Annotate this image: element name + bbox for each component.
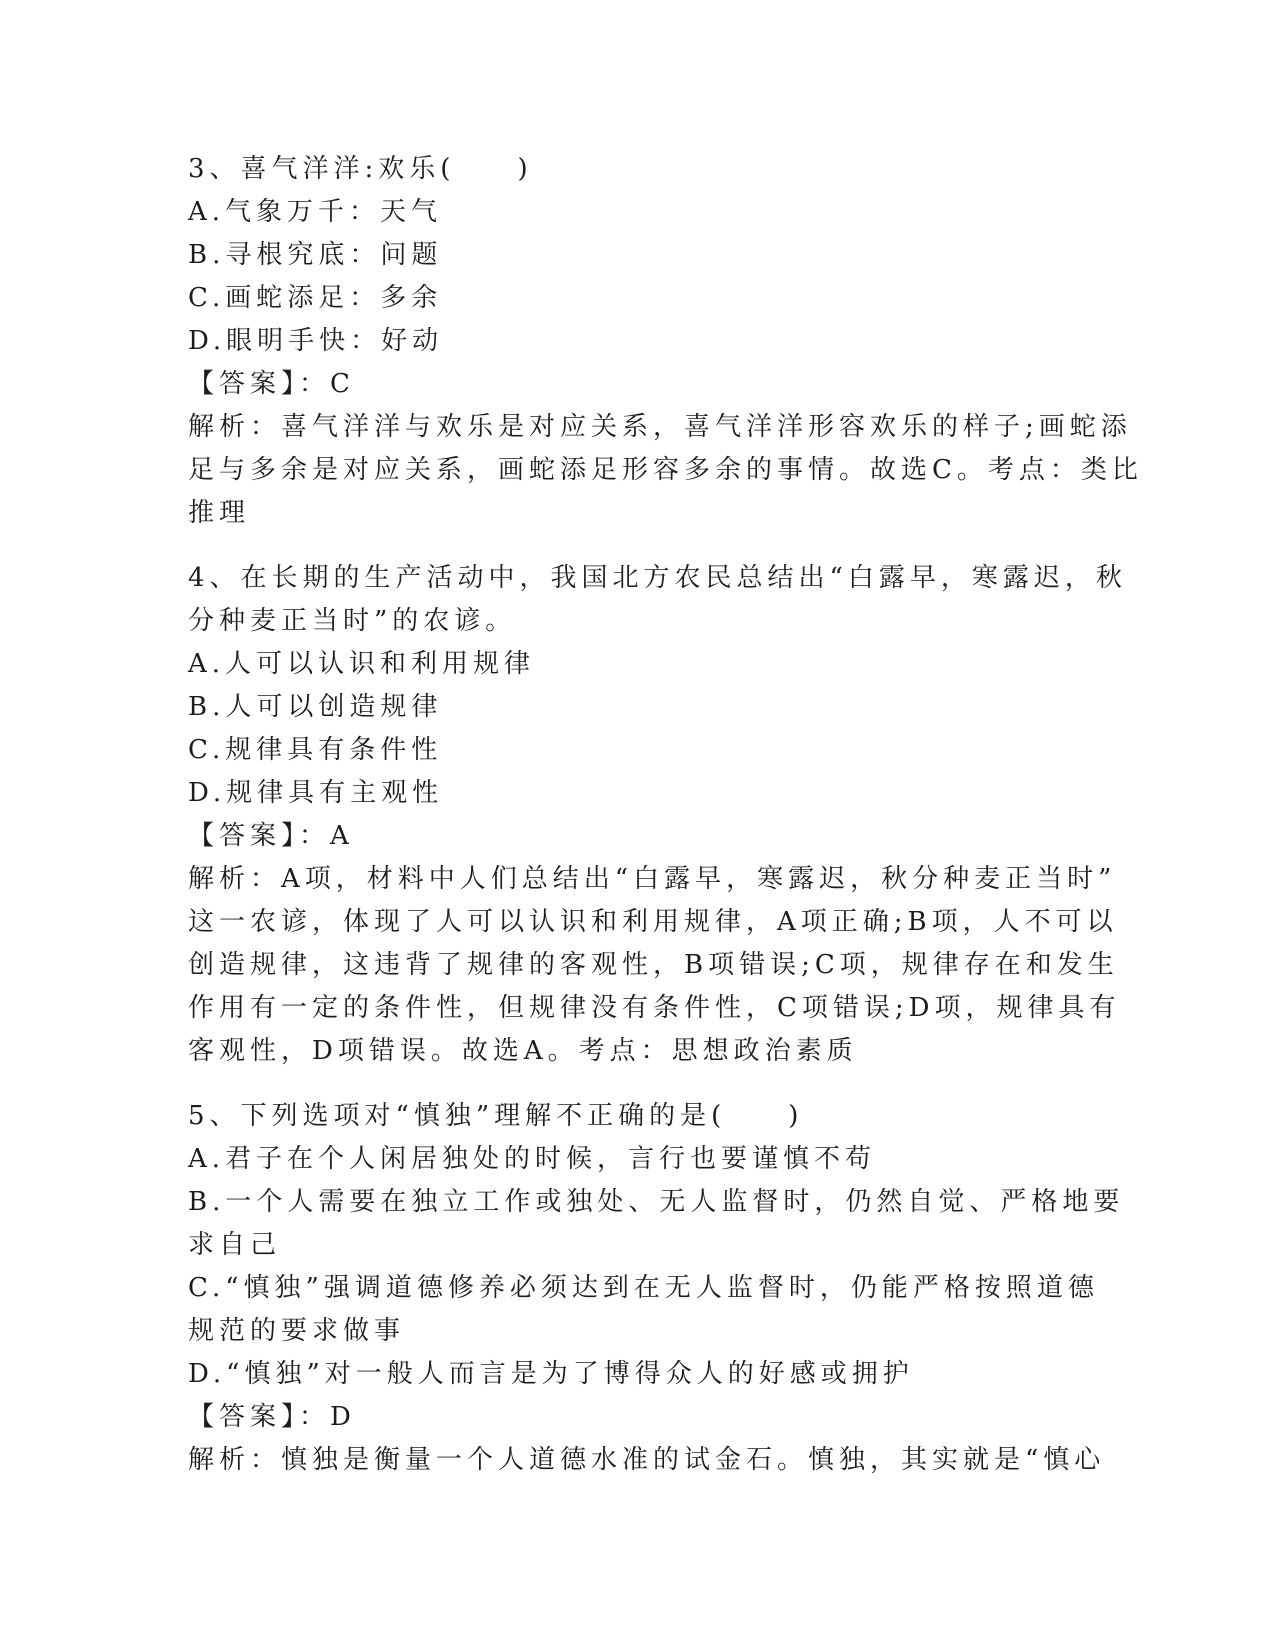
document-content <box>188 148 1143 1482</box>
answer: 【答案】：C <box>188 369 355 399</box>
option-d: D.“慎独”对一般人而言是为了博得众人的好感或拥护 <box>188 1359 914 1389</box>
question-stem: 3、喜气洋洋:欢乐( ) <box>188 154 533 184</box>
analysis-line: 这一农谚，体现了人可以认识和利用规律，A项正确;B项，人不可以 <box>188 907 1118 937</box>
option-a: A.人可以认识和利用规律 <box>188 649 536 679</box>
option-a: A.气象万千：天气 <box>188 197 443 227</box>
answer: 【答案】：D <box>188 1402 356 1432</box>
analysis-line: 解析：A项，材料中人们总结出“白露早，寒露迟，秋分种麦正当时” <box>188 864 1117 894</box>
analysis-line: 推理 <box>188 498 251 528</box>
question-3 <box>188 148 1143 535</box>
question-stem: 分种麦正当时”的农谚。 <box>188 606 517 636</box>
option-b: B.一个人需要在独立工作或独处、无人监督时，仍然自觉、严格地要 <box>188 1187 1125 1217</box>
option-b-continued: 求自己 <box>188 1230 282 1260</box>
question-stem: 4、在长期的生产活动中，我国北方农民总结出“白露早，寒露迟，秋 <box>188 563 1127 593</box>
option-c: C.画蛇添足：多余 <box>188 283 443 313</box>
option-b: B.人可以创造规律 <box>188 692 443 722</box>
analysis-line: 作用有一定的条件性，但规律没有条件性，C项错误;D项，规律具有 <box>188 993 1121 1023</box>
question-4 <box>188 557 1127 1073</box>
option-a: A.君子在个人闲居独处的时候，言行也要谨慎不苟 <box>188 1144 877 1174</box>
analysis-line: 解析：慎独是衡量一个人道德水准的试金石。慎独，其实就是“慎心 <box>188 1445 1106 1475</box>
analysis-line: 创造规律，这违背了规律的客观性，B项错误;C项，规律存在和发生 <box>188 950 1119 980</box>
option-d: D.规律具有主观性 <box>188 778 444 808</box>
answer: 【答案】：A <box>188 821 354 851</box>
option-c-continued: 规范的要求做事 <box>188 1316 406 1346</box>
question-5 <box>188 1095 1125 1482</box>
option-c: C.“慎独”强调道德修养必须达到在无人监督时，仍能严格按照道德 <box>188 1273 1099 1303</box>
analysis-line: 足与多余是对应关系，画蛇添足形容多余的事情。故选C。考点：类比 <box>188 455 1143 485</box>
analysis-line: 解析：喜气洋洋与欢乐是对应关系，喜气洋洋形容欢乐的样子;画蛇添 <box>188 412 1132 442</box>
option-b: B.寻根究底：问题 <box>188 240 443 270</box>
question-gap <box>188 1073 1088 1095</box>
question-stem: 5、下列选项对“慎独”理解不正确的是( ) <box>188 1101 804 1131</box>
analysis-line: 客观性，D项错误。故选A。考点：思想政治素质 <box>188 1036 858 1066</box>
option-d: D.眼明手快：好动 <box>188 326 444 356</box>
option-c: C.规律具有条件性 <box>188 735 443 765</box>
question-gap <box>188 535 1088 557</box>
